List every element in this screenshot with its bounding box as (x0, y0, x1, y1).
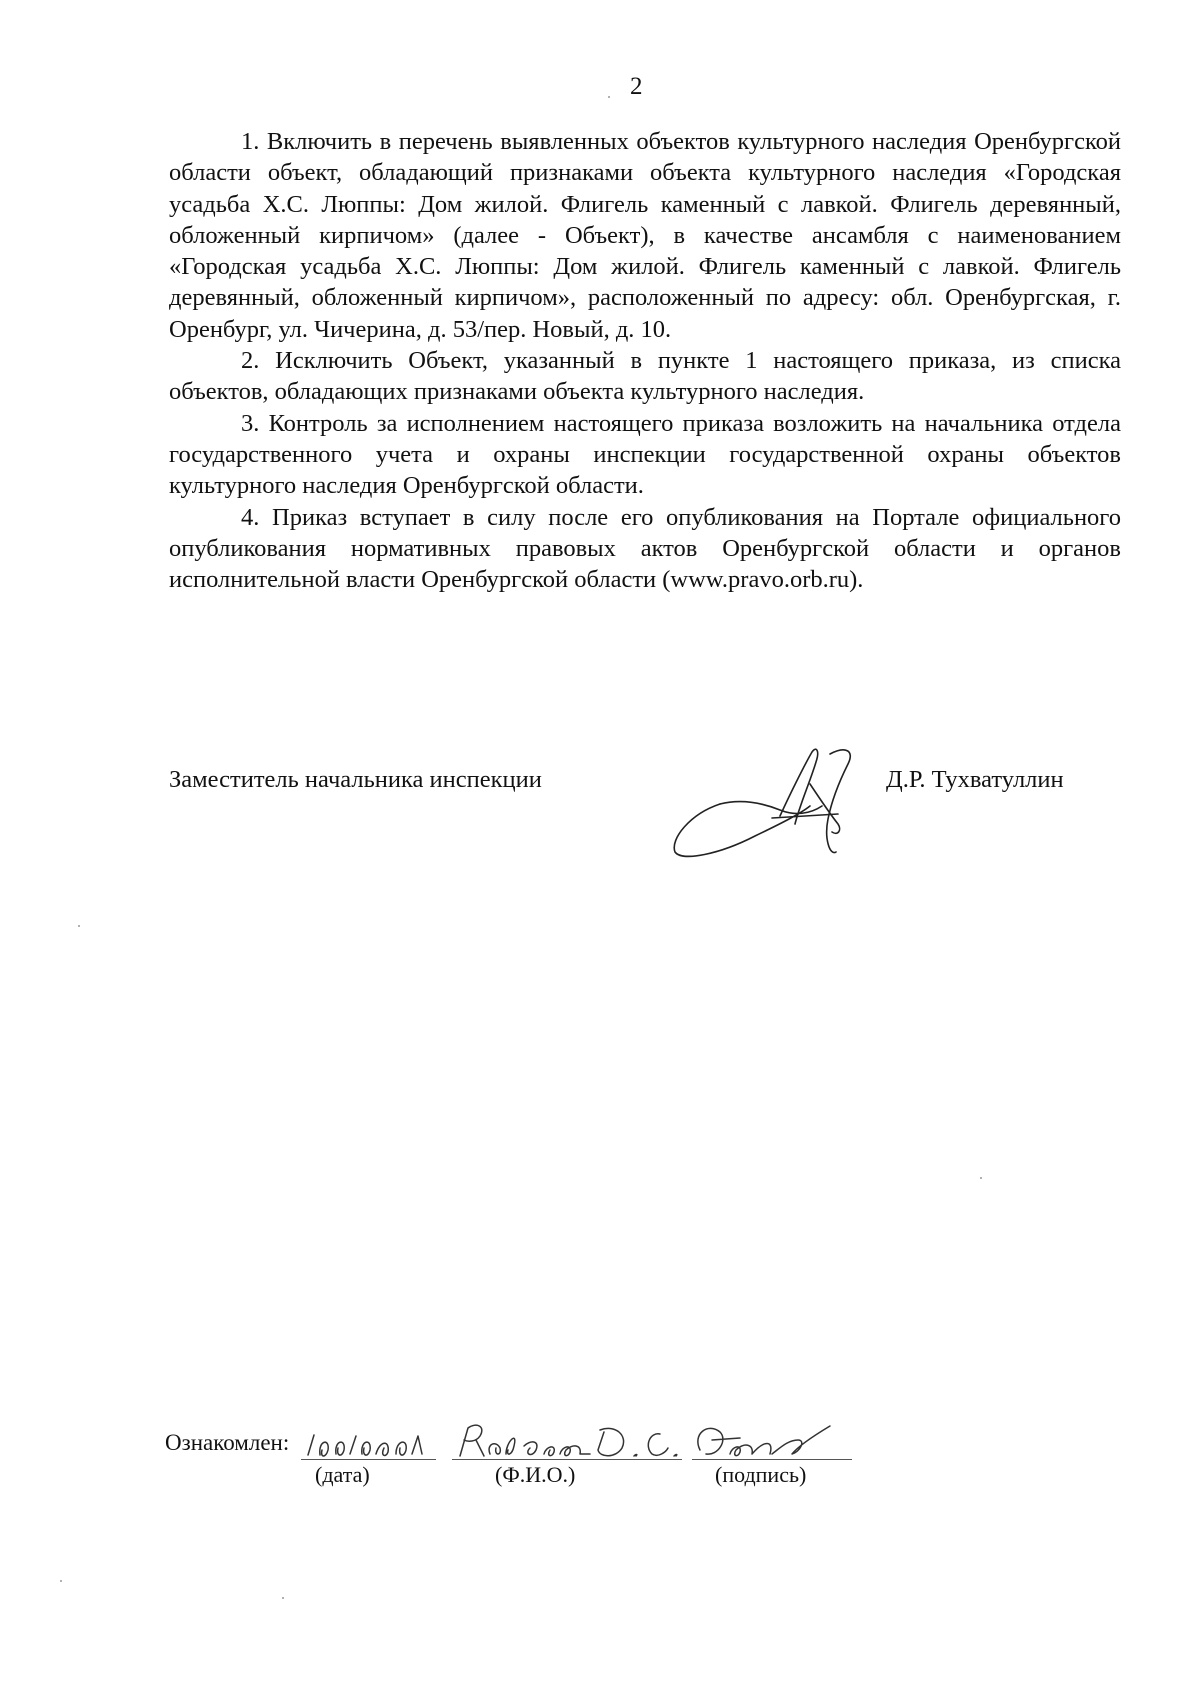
scan-speck (980, 1177, 982, 1179)
paragraph-3: 3. Контроль за исполнением настоящего приказа возложить на начальника отдела государственного учета и охраны инспекции государственной охраны объектов культурного наследия Оренбургской области. (169, 409, 1121, 500)
signature-caption: (подпись) (715, 1462, 807, 1487)
page-number: 2 (630, 73, 643, 100)
handwritten-signature (660, 744, 890, 864)
signatory-title: Заместитель начальника инспекции (169, 766, 542, 793)
scan-speck (282, 1597, 284, 1599)
scan-speck (60, 1580, 62, 1582)
date-caption: (дата) (315, 1462, 370, 1487)
paragraph-2: 2. Исключить Объект, указанный в пункте 1 настоящего приказа, из списка объектов, обладающих признаками объекта культурного наследия. (169, 347, 1121, 406)
scan-speck (78, 925, 80, 927)
order-text (169, 126, 1121, 595)
signatory-name: Д.Р. Тухватуллин (886, 766, 1064, 793)
fio-caption: (Ф.И.О.) (495, 1462, 576, 1487)
paragraph-4: 4. Приказ вступает в силу после его опубликования на Портале официального опубликования нормативных правовых актов Оренбургской области и органов исполнительной власти Оренбургской области (www.pravo.orb.ru). (169, 503, 1121, 594)
acknowledged-label: Ознакомлен: (165, 1430, 290, 1455)
paragraph-1: 1. Включить в перечень выявленных объектов культурного наследия Оренбургской области объект, обладающий признаками объекта культурного наследия «Городская усадьба Х.С. Люппы: Дом жилой. Флигель каменный с лавкой. Флигель деревянный, обложенный кирпичом» (далее - Объект), в качестве ансамбля с наименованием «Городская усадьба Х.С. Люппы: Дом жилой. Флигель каменный с лавкой. Флигель деревянный, обложенный кирпичом», расположенный по адресу: обл. Оренбургская, г. Оренбург, ул. Чичерина, д. 53/пер. Новый, д. 10. (169, 128, 1121, 343)
scan-speck (608, 96, 610, 98)
handwritten-acknowledgement (300, 1410, 900, 1470)
